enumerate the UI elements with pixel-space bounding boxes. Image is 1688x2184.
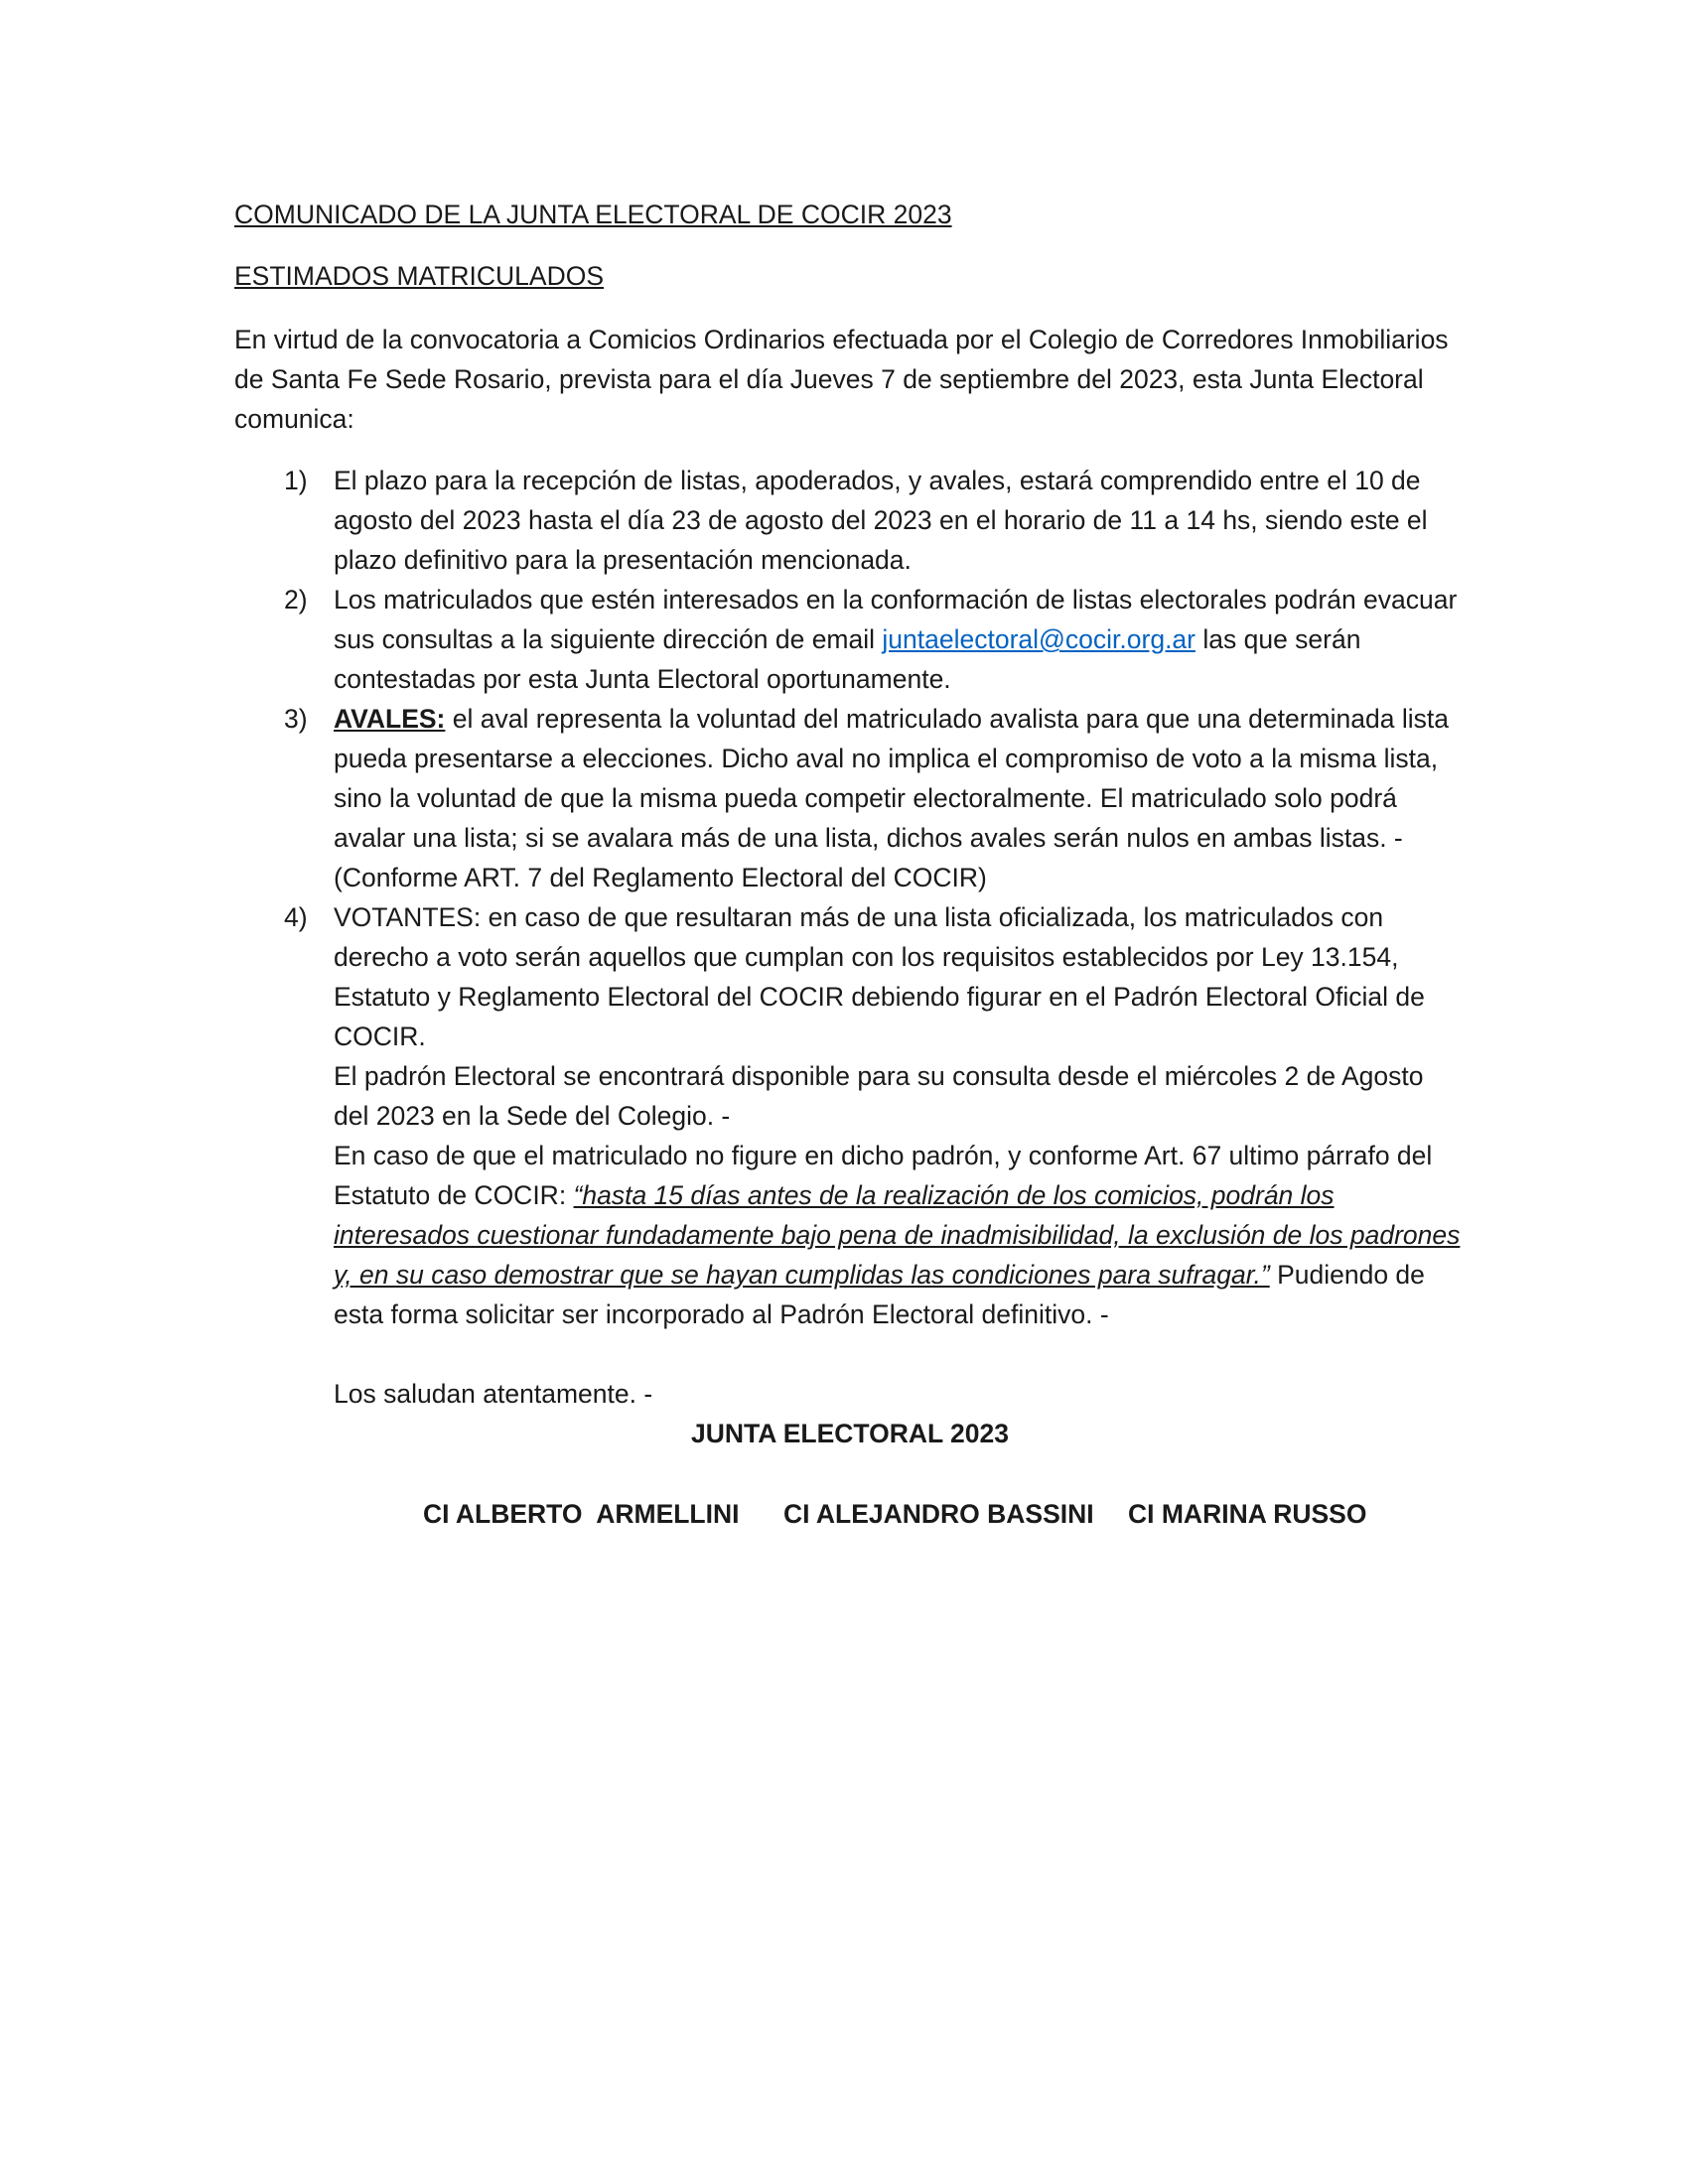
list-item xyxy=(234,461,1466,580)
item-text: En caso de que el matriculado no figure en dicho padrón, y conforme Art. 67 ultimo párrafo del Estatuto de COCIR: xyxy=(334,1141,1433,1210)
signer-name: CI MARINA RUSSO xyxy=(1128,1499,1367,1529)
signoff-title: JUNTA ELECTORAL 2023 xyxy=(690,1419,1010,1448)
list-item xyxy=(234,897,1466,1334)
document-title: COMUNICADO DE LA JUNTA ELECTORAL DE COCIR 2023 xyxy=(234,200,952,229)
item-paragraph: El padrón Electoral se encontrará disponible para su consulta desde el miércoles 2 de Agosto del 2023 en la Sede del Colegio. - xyxy=(334,1061,1424,1131)
item-number: 1) xyxy=(284,466,308,495)
signer-name: CI ALEJANDRO BASSINI xyxy=(783,1499,1094,1529)
document-body xyxy=(234,195,1466,1534)
email-link[interactable]: juntaelectoral@cocir.org.ar xyxy=(882,624,1196,654)
item-paragraph xyxy=(334,1136,1466,1334)
signer-name: CI ALBERTO ARMELLINI xyxy=(423,1499,740,1529)
item-text: Los matriculados que estén interesados en la conformación de listas electorales podrán evacuar sus consultas a la siguiente dirección de email xyxy=(334,585,1458,654)
numbered-list xyxy=(234,461,1466,1334)
item-number: 4) xyxy=(284,902,308,932)
item-number: 2) xyxy=(284,585,308,614)
list-item xyxy=(234,699,1466,897)
item-text: las que serán contestadas por esta Junta Electoral oportunamente. xyxy=(334,624,1361,694)
closing-line: Los saludan atentamente. - xyxy=(334,1379,653,1409)
intro-paragraph: En virtud de la convocatoria a Comicios Ordinarios efectuada por el Colegio de Corredores Inmobiliarios de Santa Fe Sede Rosario, prevista para el día Jueves 7 de septiembre del 2023, esta Junta Electoral comunica: xyxy=(234,325,1449,434)
list-item xyxy=(234,580,1466,699)
avales-label: AVALES: xyxy=(334,704,446,734)
item-number: 3) xyxy=(284,704,308,734)
item-text: El plazo para la recepción de listas, apoderados, y avales, estará comprendido entre el 10 de agosto del 2023 hasta el día 23 de agosto del 2023 en el horario de 11 a 14 hs, siendo este el plazo definitivo para la presentación mencionada. xyxy=(334,466,1428,575)
signers-row xyxy=(234,1494,1466,1534)
salutation: ESTIMADOS MATRICULADOS xyxy=(234,261,605,291)
item-text: VOTANTES: en caso de que resultaran más de una lista oficializada, los matriculados con derecho a voto serán aquellos que cumplan con los requisitos establecidos por Ley 13.154, Estatuto y Reglamento Electoral del COCIR debiendo figurar en el Padrón Electoral Oficial de COCIR. xyxy=(334,902,1425,1051)
item-text: el aval representa la voluntad del matriculado avalista para que una determinada lista pueda presentarse a elecciones. Dicho aval no implica el compromiso de voto a la misma lista, sino la voluntad de que la misma pueda competir electoralmente. El matriculado solo podrá avalar una lista; si se avalara más de una lista, dichos avales serán nulos en ambas listas. - (Conforme ART. 7 del Reglamento Electoral del COCIR) xyxy=(334,704,1449,892)
statute-quote: “hasta 15 días antes de la realización de los comicios, podrán los interesados cuestionar fundadamente bajo pena de inadmisibilidad, la exclusión de los padrones y, en su caso demostrar que se hayan cumplidas las condiciones para sufragar.” xyxy=(334,1180,1461,1290)
item-text: Pudiendo de esta forma solicitar ser incorporado al Padrón Electoral definitivo. - xyxy=(334,1260,1425,1329)
